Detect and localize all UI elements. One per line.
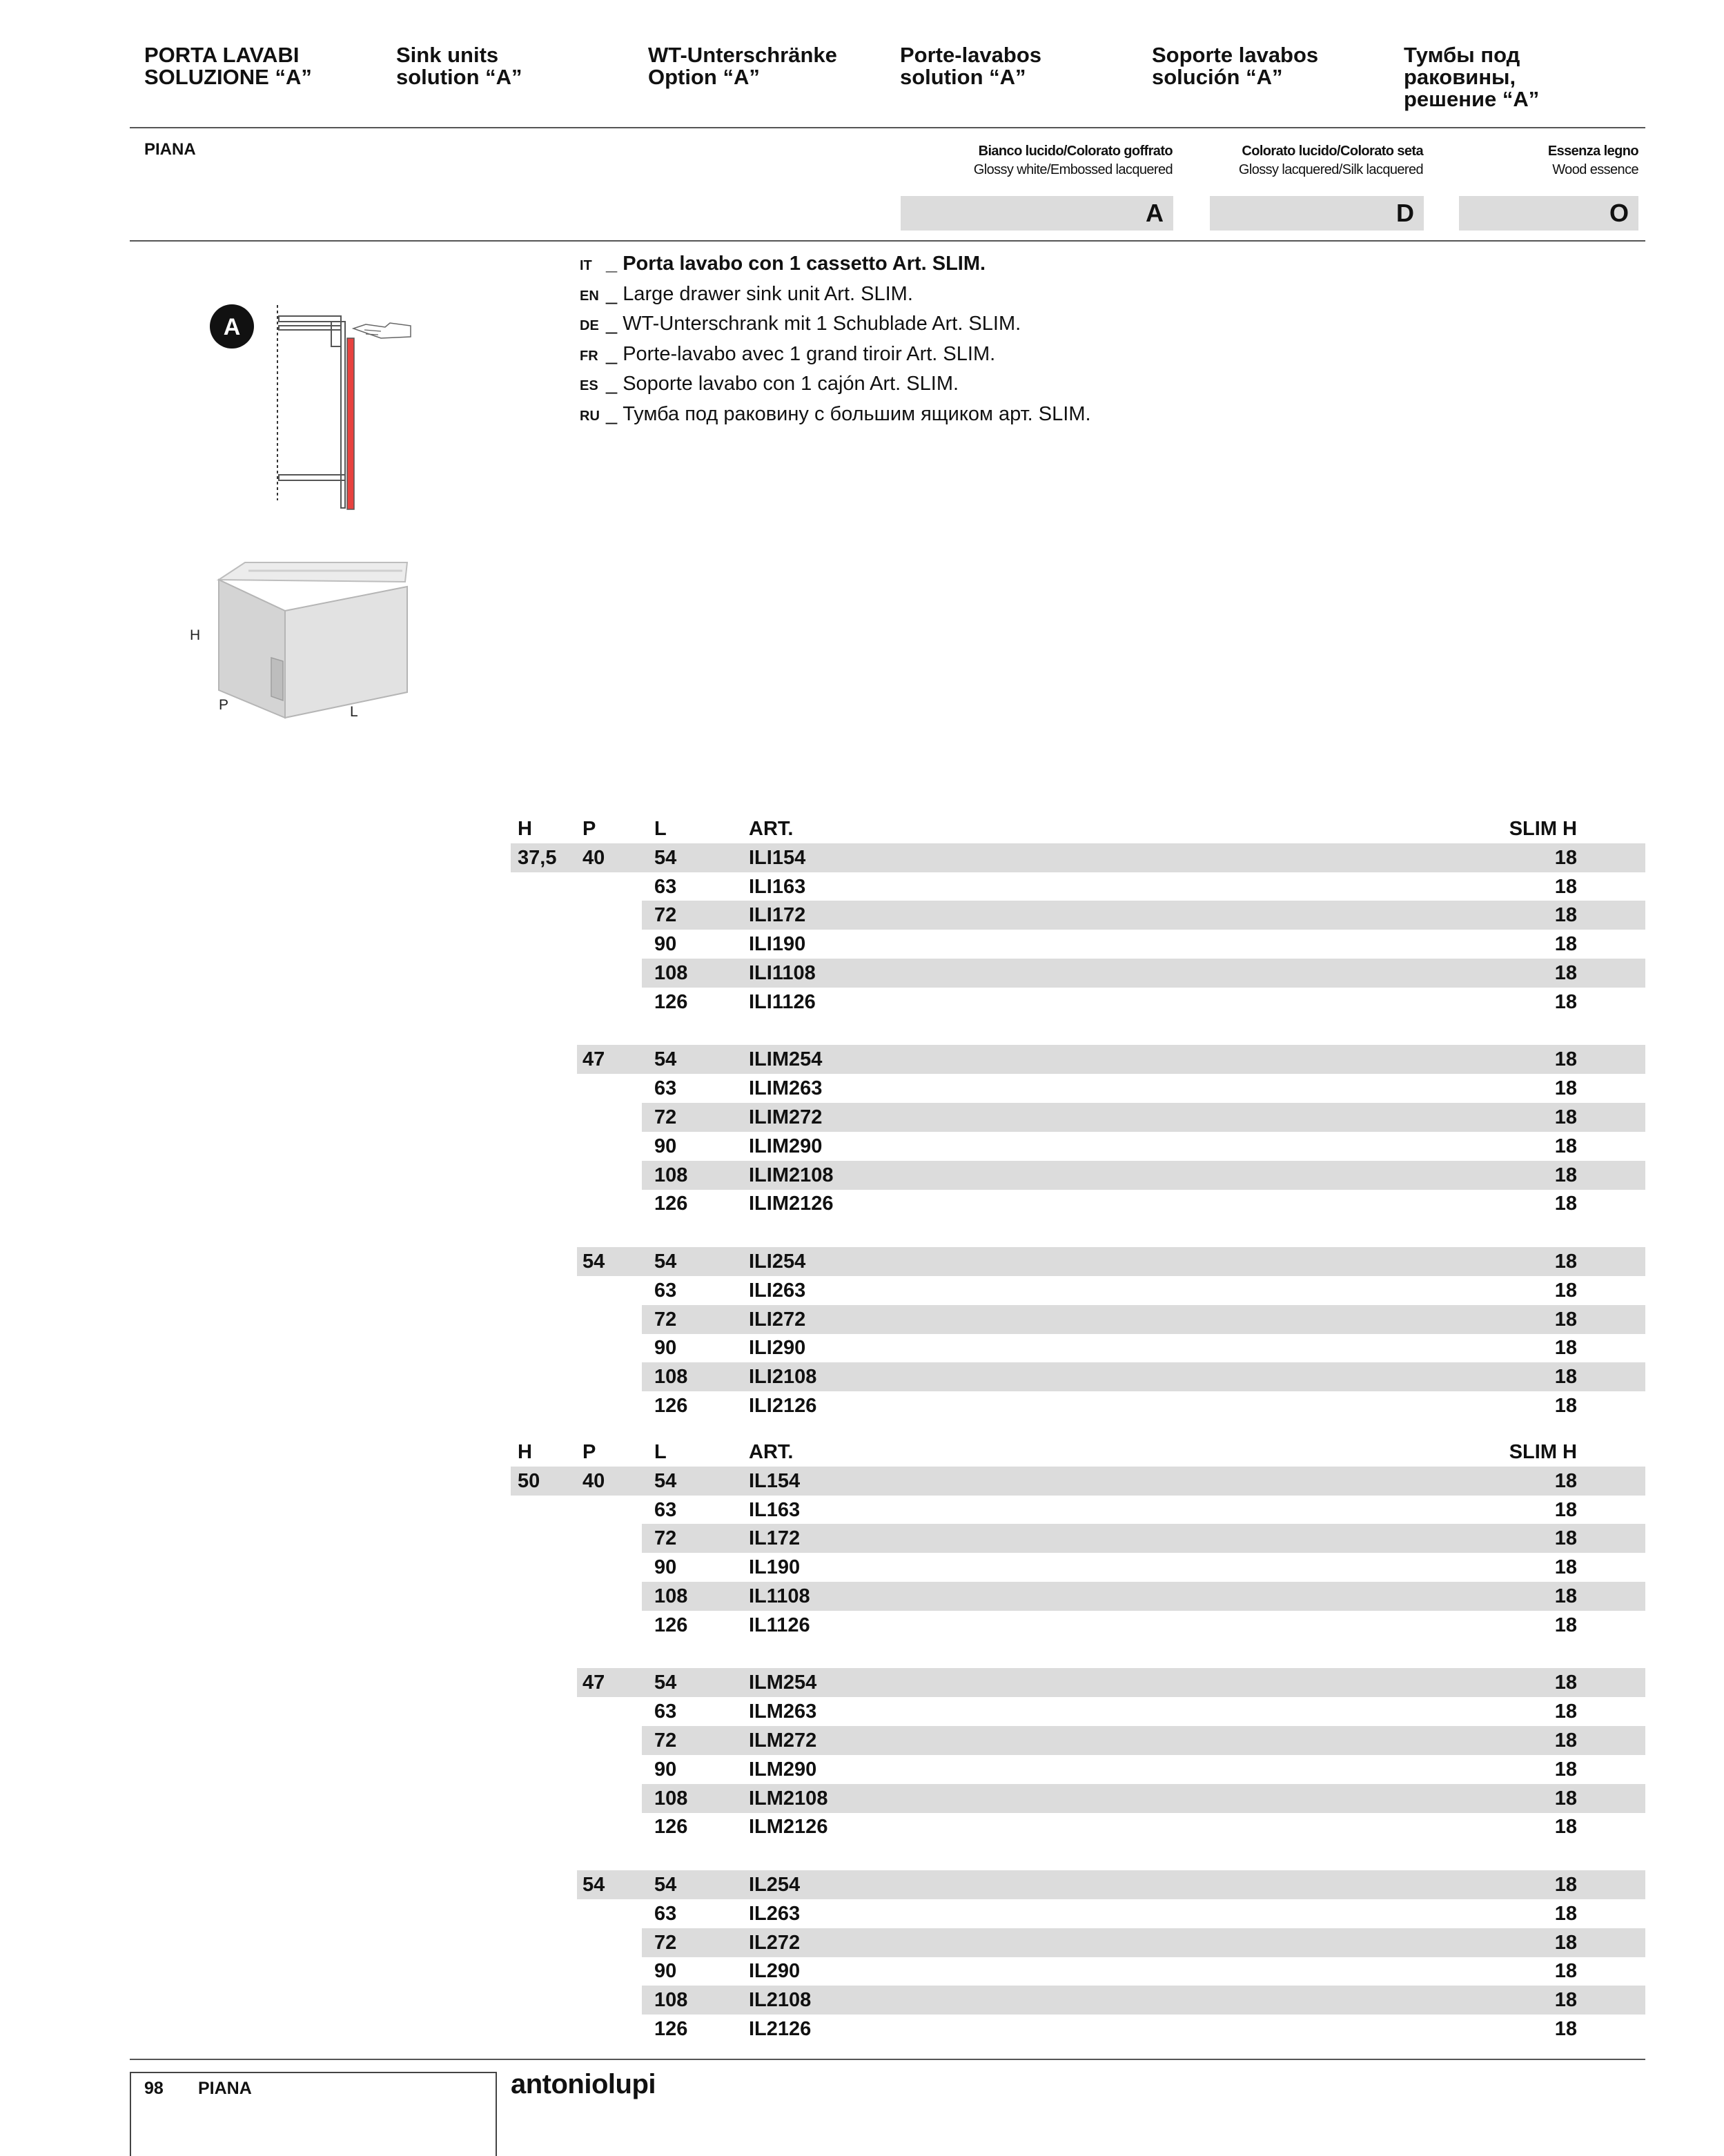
cell-art: IL263 — [749, 1903, 801, 1925]
cell-l: 72 — [654, 1106, 677, 1128]
cell-l: 72 — [654, 1729, 677, 1752]
cell-art: ILI254 — [749, 1251, 806, 1273]
finish-label-a — [974, 142, 1173, 179]
table-row — [511, 1524, 1645, 1553]
cell-l: 108 — [654, 1989, 688, 2011]
cell-slim: 18 — [1554, 2018, 1577, 2040]
cell-art: ILIM2108 — [749, 1164, 834, 1186]
cell-h: 50 — [518, 1470, 540, 1492]
cell-slim: 18 — [1554, 1874, 1577, 1896]
cell-slim: 18 — [1554, 1395, 1577, 1417]
cell-art: ILI290 — [749, 1337, 806, 1359]
cell-slim: 18 — [1554, 1337, 1577, 1359]
cell-art: IL154 — [749, 1470, 801, 1492]
col-header-l: L — [654, 818, 667, 840]
cell-slim: 18 — [1554, 1251, 1577, 1273]
finish-d-sub: Glossy lacquered/Silk lacquered — [1238, 162, 1423, 177]
col-header-l: L — [654, 1441, 667, 1463]
cell-l: 72 — [654, 904, 677, 926]
cell-l: 126 — [654, 1614, 688, 1636]
dim-l-label: L — [350, 704, 358, 720]
cell-slim: 18 — [1554, 1903, 1577, 1925]
cell-l: 54 — [654, 1672, 677, 1694]
cell-art: ILIM2126 — [749, 1193, 834, 1215]
table-row — [511, 1553, 1645, 1582]
cell-l: 108 — [654, 1787, 688, 1810]
finish-a-name: Bianco lucido/Colorato goffrato — [978, 144, 1173, 159]
table-row — [511, 1189, 1645, 1218]
table-row — [511, 1611, 1645, 1640]
cell-l: 63 — [654, 1280, 677, 1302]
cell-art: ILI1126 — [749, 991, 816, 1013]
dim-h-label: H — [190, 627, 201, 643]
desc-text: Porta lavabo con 1 cassetto Art. SLIM. — [623, 253, 986, 275]
cell-art: ILM2126 — [749, 1816, 828, 1838]
cell-art: ILI163 — [749, 876, 806, 898]
cell-slim: 18 — [1554, 1106, 1577, 1128]
desc-line-fr: FR _ Porte-lavabo avec 1 grand tiroir Art. SLIM. — [580, 340, 1091, 371]
cell-slim: 18 — [1554, 933, 1577, 955]
col-header-art: ART. — [749, 1441, 794, 1463]
cell-art: IL1126 — [749, 1614, 810, 1636]
drawer-side — [271, 658, 283, 700]
cell-slim: 18 — [1554, 1960, 1577, 1982]
cell-art: ILM290 — [749, 1758, 817, 1781]
table-row — [511, 1161, 1645, 1190]
cell-slim: 18 — [1554, 1672, 1577, 1694]
cell-art: ILM2108 — [749, 1787, 828, 1810]
cell-slim: 18 — [1554, 991, 1577, 1013]
cell-slim: 18 — [1554, 1701, 1577, 1723]
table-row — [511, 930, 1645, 959]
table-row — [511, 1726, 1645, 1755]
cell-slim: 18 — [1554, 876, 1577, 898]
cell-slim: 18 — [1554, 1499, 1577, 1521]
dim-p-label: P — [219, 697, 229, 713]
section-label: PIANA — [144, 140, 196, 159]
cell-l: 108 — [654, 1366, 688, 1388]
cell-l: 72 — [654, 1932, 677, 1954]
cell-l: 54 — [654, 1874, 677, 1896]
cell-l: 72 — [654, 1309, 677, 1331]
header-title-fr: Porte-lavabos solution “A” — [900, 43, 1042, 89]
header-title-es: Soporte lavabos solución “A” — [1152, 43, 1319, 89]
desc-text: Large drawer sink unit Art. SLIM. — [623, 282, 913, 305]
cell-slim: 18 — [1554, 1585, 1577, 1607]
cell-l: 90 — [654, 1960, 677, 1982]
desc-text: WT-Unterschrank mit 1 Schublade Art. SLIM. — [623, 313, 1021, 335]
cell-art: ILI154 — [749, 847, 806, 869]
table-row — [511, 1362, 1645, 1391]
cell-art: ILM263 — [749, 1701, 817, 1723]
drawer-front-red — [347, 338, 354, 509]
table-row — [511, 2015, 1645, 2044]
table-row — [511, 1045, 1645, 1074]
finish-divider — [130, 240, 1645, 242]
table-row — [511, 988, 1645, 1017]
table-row — [511, 1276, 1645, 1305]
cell-slim: 18 — [1554, 904, 1577, 926]
cell-l: 108 — [654, 962, 688, 984]
table-row — [511, 1812, 1645, 1841]
lang-code: ES — [580, 378, 598, 393]
cell-l: 63 — [654, 1499, 677, 1521]
cell-l: 72 — [654, 1527, 677, 1549]
col-header-h: H — [518, 818, 532, 840]
cell-art: ILIM290 — [749, 1135, 823, 1157]
desc-text: Porte-lavabo avec 1 grand tiroir Art. SLIM. — [623, 342, 996, 365]
table-row — [511, 1074, 1645, 1103]
cell-art: IL272 — [749, 1932, 801, 1954]
finish-d-name: Colorato lucido/Colorato seta — [1242, 144, 1423, 159]
cell-art: IL2126 — [749, 2018, 812, 2040]
header-title-de: WT-Unterschränke Option “A” — [648, 43, 837, 89]
cell-l: 90 — [654, 1758, 677, 1781]
footer-box — [130, 2072, 497, 2156]
table-row — [511, 1333, 1645, 1362]
desc-text: Тумба под раковину с большим ящиком арт. SLIM. — [623, 402, 1091, 425]
desc-line-it: IT _ Porta lavabo con 1 cassetto Art. SLIM. — [580, 250, 1091, 280]
cell-art: ILI2126 — [749, 1395, 817, 1417]
cell-l: 90 — [654, 1337, 677, 1359]
finish-label-d — [1239, 142, 1423, 179]
finish-o-sub: Wood essence — [1552, 162, 1638, 177]
table-row — [511, 901, 1645, 930]
table-row — [511, 872, 1645, 901]
cell-art: IL290 — [749, 1960, 801, 1982]
table-row — [511, 1957, 1645, 1986]
col-header-h: H — [518, 1441, 532, 1463]
hand-fingers — [364, 330, 381, 335]
page-number: 98 — [144, 2079, 164, 2098]
cell-p: 47 — [582, 1672, 605, 1694]
header-divider — [130, 127, 1645, 128]
cell-slim: 18 — [1554, 1932, 1577, 1954]
table-row — [511, 1496, 1645, 1525]
cell-slim: 18 — [1554, 1164, 1577, 1186]
table-row — [511, 1986, 1645, 2015]
cell-art: ILI263 — [749, 1280, 806, 1302]
lang-code: DE — [580, 318, 599, 333]
cell-l: 54 — [654, 1251, 677, 1273]
finish-label-o — [1548, 142, 1638, 179]
cell-l: 90 — [654, 1135, 677, 1157]
cell-slim: 18 — [1554, 1758, 1577, 1781]
col-header-p: P — [582, 818, 596, 840]
cell-l: 63 — [654, 876, 677, 898]
cell-art: IL172 — [749, 1527, 801, 1549]
cell-l: 63 — [654, 1077, 677, 1099]
footer-section: PIANA — [198, 2079, 252, 2098]
cell-slim: 18 — [1554, 1816, 1577, 1838]
finish-code-o: O — [1459, 196, 1638, 231]
footer-divider — [130, 2059, 1645, 2060]
badge-label: A — [223, 314, 241, 340]
cell-slim: 18 — [1554, 1135, 1577, 1157]
table-row — [511, 1247, 1645, 1276]
section-diagram — [200, 297, 428, 511]
cell-art: ILIM272 — [749, 1106, 823, 1128]
table-header-row — [511, 1438, 1645, 1467]
cell-art: IL2108 — [749, 1989, 812, 2011]
cell-slim: 18 — [1554, 1470, 1577, 1492]
hand-icon — [353, 323, 411, 338]
cabinet-top — [219, 562, 407, 582]
cell-art: ILI190 — [749, 933, 806, 955]
col-header-p: P — [582, 1441, 596, 1463]
cell-l: 126 — [654, 2018, 688, 2040]
cell-slim: 18 — [1554, 1989, 1577, 2011]
cell-l: 108 — [654, 1585, 688, 1607]
cell-slim: 18 — [1554, 1527, 1577, 1549]
cell-l: 63 — [654, 1701, 677, 1723]
finish-code-a: A — [901, 196, 1173, 231]
cell-slim: 18 — [1554, 1077, 1577, 1099]
header-title-ru: Тумбы под раковины, решение “A” — [1404, 43, 1540, 111]
table-row — [511, 1305, 1645, 1334]
desc-line-es: ES _ Soporte lavabo con 1 cajón Art. SLIM. — [580, 370, 1091, 400]
cell-slim: 18 — [1554, 1048, 1577, 1070]
cell-p: 47 — [582, 1048, 605, 1070]
table-header-row — [511, 814, 1645, 843]
cell-l: 126 — [654, 1816, 688, 1838]
cell-l: 90 — [654, 1556, 677, 1578]
finish-o-name: Essenza legno — [1547, 144, 1638, 159]
cell-l: 54 — [654, 1048, 677, 1070]
cell-l: 90 — [654, 933, 677, 955]
table-row — [511, 1132, 1645, 1161]
cell-p: 54 — [582, 1251, 605, 1273]
table-row — [511, 1668, 1645, 1697]
cell-art: IL190 — [749, 1556, 801, 1578]
lang-code: RU — [580, 408, 600, 424]
cell-art: ILM254 — [749, 1672, 817, 1694]
table-row — [511, 843, 1645, 872]
cell-art: IL163 — [749, 1499, 801, 1521]
table-row — [511, 1467, 1645, 1496]
cell-l: 126 — [654, 991, 688, 1013]
desc-text: Soporte lavabo con 1 cajón Art. SLIM. — [623, 373, 959, 395]
cell-art: ILIM263 — [749, 1077, 823, 1099]
cell-slim: 18 — [1554, 847, 1577, 869]
finish-a-sub: Glossy white/Embossed lacquered — [973, 162, 1173, 177]
cell-p: 54 — [582, 1874, 605, 1896]
cell-art: ILM272 — [749, 1729, 817, 1752]
table-row — [511, 1870, 1645, 1899]
cell-art: IL254 — [749, 1874, 801, 1896]
cell-slim: 18 — [1554, 1309, 1577, 1331]
table-row — [511, 1784, 1645, 1813]
cell-l: 108 — [654, 1164, 688, 1186]
table-row — [511, 1928, 1645, 1957]
lang-code: EN — [580, 288, 599, 304]
cell-l: 63 — [654, 1903, 677, 1925]
drawer-front — [285, 587, 407, 718]
cell-slim: 18 — [1554, 1280, 1577, 1302]
cell-slim: 18 — [1554, 1193, 1577, 1215]
cell-h: 37,5 — [518, 847, 557, 869]
cell-slim: 18 — [1554, 962, 1577, 984]
col-header-slim: SLIM H — [1509, 1441, 1577, 1463]
table-row — [511, 1582, 1645, 1611]
cell-slim: 18 — [1554, 1556, 1577, 1578]
cell-slim: 18 — [1554, 1366, 1577, 1388]
cell-slim: 18 — [1554, 1729, 1577, 1752]
lang-code: FR — [580, 348, 598, 364]
cell-l: 54 — [654, 847, 677, 869]
table-row — [511, 1103, 1645, 1132]
cell-art: ILI172 — [749, 904, 806, 926]
product-description — [580, 250, 1091, 430]
table-row — [511, 1899, 1645, 1928]
product-drawing — [183, 556, 418, 728]
lang-code: IT — [580, 258, 592, 273]
finish-code-d: D — [1210, 196, 1424, 231]
cell-slim: 18 — [1554, 1787, 1577, 1810]
top-panel — [279, 316, 341, 322]
drawer-bottom — [279, 475, 345, 480]
table-row — [511, 1755, 1645, 1784]
cell-art: ILI272 — [749, 1309, 806, 1331]
cell-art: ILI1108 — [749, 962, 816, 984]
cell-p: 40 — [582, 1470, 605, 1492]
desc-line-ru: RU _ Тумба под раковину с большим ящиком арт. SLIM. — [580, 400, 1091, 431]
table-row — [511, 959, 1645, 988]
desc-line-en: EN _ Large drawer sink unit Art. SLIM. — [580, 280, 1091, 311]
cell-p: 40 — [582, 847, 605, 869]
col-header-art: ART. — [749, 818, 794, 840]
table-row — [511, 1697, 1645, 1726]
col-header-slim: SLIM H — [1509, 818, 1577, 840]
cell-l: 126 — [654, 1395, 688, 1417]
cell-l: 126 — [654, 1193, 688, 1215]
brand-logo: antoniolupi — [511, 2069, 656, 2099]
cell-art: IL1108 — [749, 1585, 810, 1607]
desc-line-de: DE _ WT-Unterschrank mit 1 Schublade Art. SLIM. — [580, 310, 1091, 340]
cell-l: 54 — [654, 1470, 677, 1492]
table-row — [511, 1391, 1645, 1420]
cell-art: ILI2108 — [749, 1366, 817, 1388]
cell-art: ILIM254 — [749, 1048, 823, 1070]
cell-slim: 18 — [1554, 1614, 1577, 1636]
header-title-it: PORTA LAVABI SOLUZIONE “A” — [144, 43, 312, 89]
header-title-en: Sink units solution “A” — [396, 43, 522, 89]
